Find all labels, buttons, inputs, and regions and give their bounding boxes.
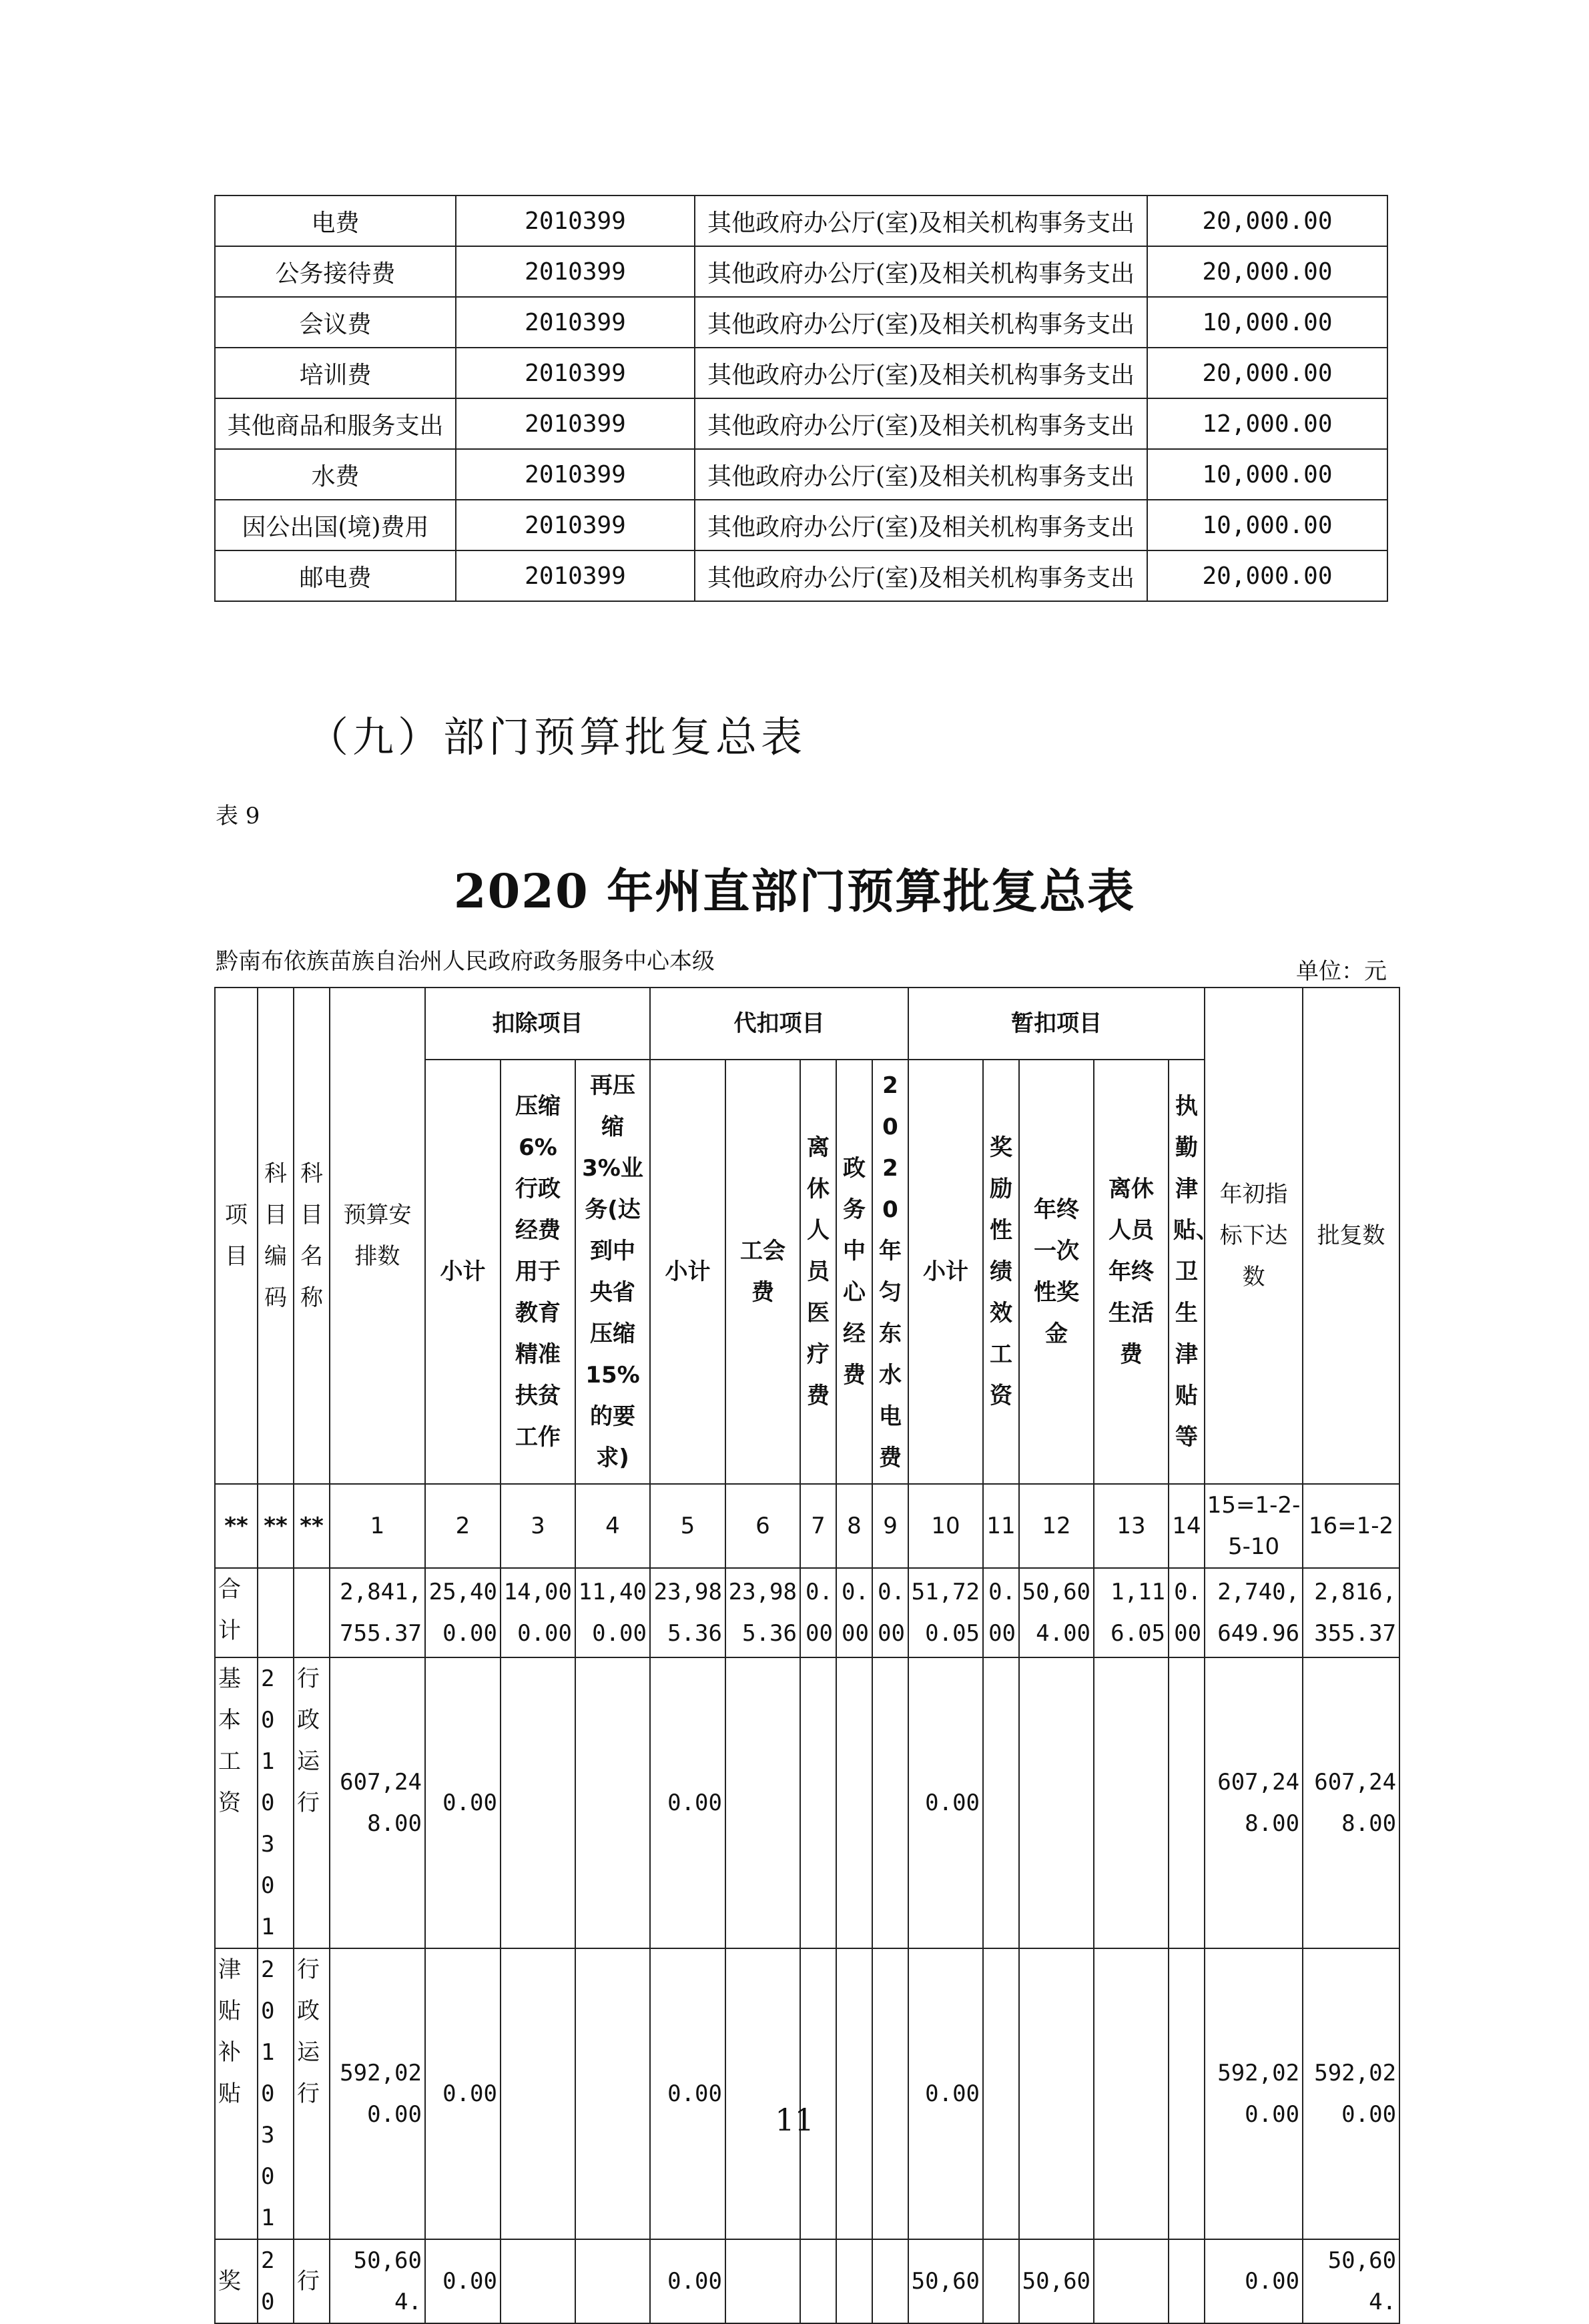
expense-category: 其他政府办公厅(室)及相关机构事务支出 (695, 500, 1147, 550)
budget-cell (1169, 1948, 1205, 2239)
page-title: 2020 年州直部门预算批复总表 (453, 863, 1136, 919)
expense-row (215, 500, 1387, 550)
column-number: 7 (800, 1484, 836, 1568)
budget-cell: 51,720.05 (908, 1568, 983, 1657)
budget-row (215, 2239, 1399, 2323)
column-number: ** (294, 1484, 330, 1568)
expense-amount: 20,000.00 (1147, 246, 1387, 297)
budget-cell: 0.00 (836, 1568, 872, 1657)
budget-cell (836, 2239, 872, 2323)
column-number: 12 (1019, 1484, 1094, 1568)
expense-category: 其他政府办公厅(室)及相关机构事务支出 (695, 449, 1147, 500)
header-suspend-subtotal: 小计 (908, 1060, 983, 1484)
expense-row (215, 449, 1387, 500)
budget-cell: 0.00 (1205, 2239, 1303, 2323)
budget-cell (501, 1657, 575, 1948)
header-group-withhold: 代扣项目 (650, 988, 908, 1060)
column-number: 11 (983, 1484, 1019, 1568)
column-number: 16=1-2 (1303, 1484, 1399, 1568)
expense-category: 其他政府办公厅(室)及相关机构事务支出 (695, 196, 1147, 246)
header-retiree-medical: 离休人员医疗费 (800, 1060, 836, 1484)
row-subject-code (258, 1568, 294, 1657)
header-deduct-3pct: 再压缩 3%业务(达到中央省压缩 15%的要求) (575, 1060, 650, 1484)
expense-amount: 10,000.00 (1147, 297, 1387, 348)
expense-code: 2010399 (456, 550, 695, 601)
page-number: 11 (775, 2102, 814, 2138)
expense-category: 其他政府办公厅(室)及相关机构事务支出 (695, 348, 1147, 398)
header-retiree-living: 离休人员年终生活费 (1094, 1060, 1169, 1484)
budget-row (215, 1568, 1399, 1657)
budget-cell (575, 2239, 650, 2323)
expense-item: 电费 (215, 196, 456, 246)
column-number: 5 (650, 1484, 725, 1568)
budget-cell: 0.00 (872, 1568, 908, 1657)
budget-cell (872, 1657, 908, 1948)
header-initial-target: 年初指标下达数 (1205, 988, 1303, 1484)
budget-cell (983, 2239, 1019, 2323)
budget-cell (575, 1657, 650, 1948)
budget-cell: 50,604. (330, 2239, 425, 2323)
expense-category: 其他政府办公厅(室)及相关机构事务支出 (695, 297, 1147, 348)
header-service-center-fee: 政务中心经费 (836, 1060, 872, 1484)
header-group-deduct: 扣除项目 (425, 988, 650, 1060)
row-subject-code: 2010301 (258, 1657, 294, 1948)
expense-code: 2010399 (456, 500, 695, 550)
row-subject-name (294, 1568, 330, 1657)
expense-amount: 12,000.00 (1147, 398, 1387, 449)
header-subject-code: 科目编码 (258, 988, 294, 1484)
budget-cell: 0.00 (1169, 1568, 1205, 1657)
header-year-end-bonus: 年终一次性奖金 (1019, 1060, 1094, 1484)
column-number: 8 (836, 1484, 872, 1568)
budget-cell (836, 1948, 872, 2239)
budget-cell: 11,400.00 (575, 1568, 650, 1657)
expense-category: 其他政府办公厅(室)及相关机构事务支出 (695, 550, 1147, 601)
expense-table-body (215, 196, 1387, 601)
budget-cell (1094, 2239, 1169, 2323)
row-item: 津贴补贴 (215, 1948, 258, 2239)
budget-cell: 23,985.36 (725, 1568, 800, 1657)
table-number: 表 9 (216, 803, 260, 829)
header-item: 项目 (215, 988, 258, 1484)
budget-cell: 2,740,649.96 (1205, 1568, 1303, 1657)
budget-cell (725, 1657, 800, 1948)
budget-cell: 0.00 (908, 1948, 983, 2239)
column-number: 9 (872, 1484, 908, 1568)
budget-cell: 592,020.00 (330, 1948, 425, 2239)
header-deduct-6pct: 压缩6%行政经费用于教育精准扶贫工作 (501, 1060, 575, 1484)
budget-cell: 14,000.00 (501, 1568, 575, 1657)
expense-table (214, 195, 1388, 602)
column-number: 13 (1094, 1484, 1169, 1568)
column-number: ** (215, 1484, 258, 1568)
group-header-row (215, 988, 1399, 1060)
expense-row (215, 348, 1387, 398)
budget-cell (725, 2239, 800, 2323)
budget-cell: 0.00 (425, 1948, 501, 2239)
budget-cell (983, 1948, 1019, 2239)
budget-cell: 607,248.00 (1205, 1657, 1303, 1948)
expense-item: 其他商品和服务支出 (215, 398, 456, 449)
budget-cell (501, 1948, 575, 2239)
column-number: 4 (575, 1484, 650, 1568)
budget-cell: 50,60 (1019, 2239, 1094, 2323)
budget-cell (836, 1657, 872, 1948)
expense-amount: 20,000.00 (1147, 196, 1387, 246)
expense-category: 其他政府办公厅(室)及相关机构事务支出 (695, 246, 1147, 297)
section-heading: （九）部门预算批复总表 (307, 713, 807, 761)
expense-row (215, 196, 1387, 246)
column-number: 2 (425, 1484, 501, 1568)
budget-cell: 23,985.36 (650, 1568, 725, 1657)
expense-category: 其他政府办公厅(室)及相关机构事务支出 (695, 398, 1147, 449)
budget-cell: 0.00 (650, 1948, 725, 2239)
expense-item: 培训费 (215, 348, 456, 398)
header-duty-allowance: 执勤津贴、卫生津贴等 (1169, 1060, 1205, 1484)
row-item: 奖 (215, 2239, 258, 2323)
budget-row (215, 1948, 1399, 2239)
budget-cell: 0.00 (983, 1568, 1019, 1657)
expense-item: 水费 (215, 449, 456, 500)
header-deduct-subtotal: 小计 (425, 1060, 501, 1484)
budget-cell (1169, 1657, 1205, 1948)
expense-code: 2010399 (456, 196, 695, 246)
budget-cell (800, 1657, 836, 1948)
column-number: 15=1-2-5-10 (1205, 1484, 1303, 1568)
budget-cell: 2,841,755.37 (330, 1568, 425, 1657)
budget-cell: 0.00 (800, 1568, 836, 1657)
budget-cell: 592,020.00 (1303, 1948, 1399, 2239)
column-number: 10 (908, 1484, 983, 1568)
budget-cell (983, 1657, 1019, 1948)
column-number: ** (258, 1484, 294, 1568)
budget-cell: 1,116.05 (1094, 1568, 1169, 1657)
expense-code: 2010399 (456, 398, 695, 449)
budget-cell (501, 2239, 575, 2323)
budget-cell: 50,604.00 (1019, 1568, 1094, 1657)
expense-amount: 20,000.00 (1147, 550, 1387, 601)
budget-cell: 2,816,355.37 (1303, 1568, 1399, 1657)
organization-name: 黔南布依族苗族自治州人民政府政务服务中心本级 (216, 948, 715, 975)
budget-cell (575, 1948, 650, 2239)
expense-code: 2010399 (456, 348, 695, 398)
header-performance-bonus: 奖励性绩效工资 (983, 1060, 1019, 1484)
header-utilities-2020: 2020年匀东水电费 (872, 1060, 908, 1484)
expense-row (215, 246, 1387, 297)
expense-item: 会议费 (215, 297, 456, 348)
row-subject-name: 行 (294, 2239, 330, 2323)
header-union-fee: 工会费 (725, 1060, 800, 1484)
expense-item: 邮电费 (215, 550, 456, 601)
row-item: 基本工资 (215, 1657, 258, 1948)
row-subject-name: 行政运行 (294, 1948, 330, 2239)
budget-cell (800, 1948, 836, 2239)
row-item: 合计 (215, 1568, 258, 1657)
expense-code: 2010399 (456, 246, 695, 297)
header-withhold-subtotal: 小计 (650, 1060, 725, 1484)
budget-cell: 607,248.00 (330, 1657, 425, 1948)
budget-cell: 0.00 (425, 1657, 501, 1948)
budget-table-body (215, 1484, 1399, 2323)
expense-amount: 10,000.00 (1147, 500, 1387, 550)
row-subject-name: 行政运行 (294, 1657, 330, 1948)
budget-cell: 25,400.00 (425, 1568, 501, 1657)
expense-row (215, 398, 1387, 449)
budget-row (215, 1657, 1399, 1948)
budget-cell: 0.00 (425, 2239, 501, 2323)
expense-row (215, 297, 1387, 348)
budget-cell (1019, 1657, 1094, 1948)
budget-cell: 50,60 (908, 2239, 983, 2323)
expense-amount: 10,000.00 (1147, 449, 1387, 500)
expense-row (215, 550, 1387, 601)
budget-cell (1169, 2239, 1205, 2323)
row-subject-code: 20 (258, 2239, 294, 2323)
header-approved: 批复数 (1303, 988, 1399, 1484)
column-number: 14 (1169, 1484, 1205, 1568)
row-subject-code: 2010301 (258, 1948, 294, 2239)
header-group-suspend: 暂扣项目 (908, 988, 1205, 1060)
budget-cell: 0.00 (650, 2239, 725, 2323)
budget-cell: 0.00 (908, 1657, 983, 1948)
budget-cell (872, 2239, 908, 2323)
budget-cell: 592,020.00 (1205, 1948, 1303, 2239)
expense-code: 2010399 (456, 297, 695, 348)
unit-label: 单位：元 (1296, 958, 1387, 985)
header-budget: 预算安排数 (330, 988, 425, 1484)
column-number: 3 (501, 1484, 575, 1568)
expense-code: 2010399 (456, 449, 695, 500)
expense-item: 公务接待费 (215, 246, 456, 297)
budget-cell (872, 1948, 908, 2239)
budget-cell (725, 1948, 800, 2239)
budget-cell: 0.00 (650, 1657, 725, 1948)
budget-cell (800, 2239, 836, 2323)
budget-cell: 607,248.00 (1303, 1657, 1399, 1948)
budget-cell (1094, 1948, 1169, 2239)
budget-cell (1019, 1948, 1094, 2239)
column-number: 6 (725, 1484, 800, 1568)
header-subject-name: 科目名称 (294, 988, 330, 1484)
budget-cell (1094, 1657, 1169, 1948)
column-number-row (215, 1484, 1399, 1568)
budget-cell: 50,604. (1303, 2239, 1399, 2323)
column-number: 1 (330, 1484, 425, 1568)
expense-item: 因公出国(境)费用 (215, 500, 456, 550)
expense-amount: 20,000.00 (1147, 348, 1387, 398)
